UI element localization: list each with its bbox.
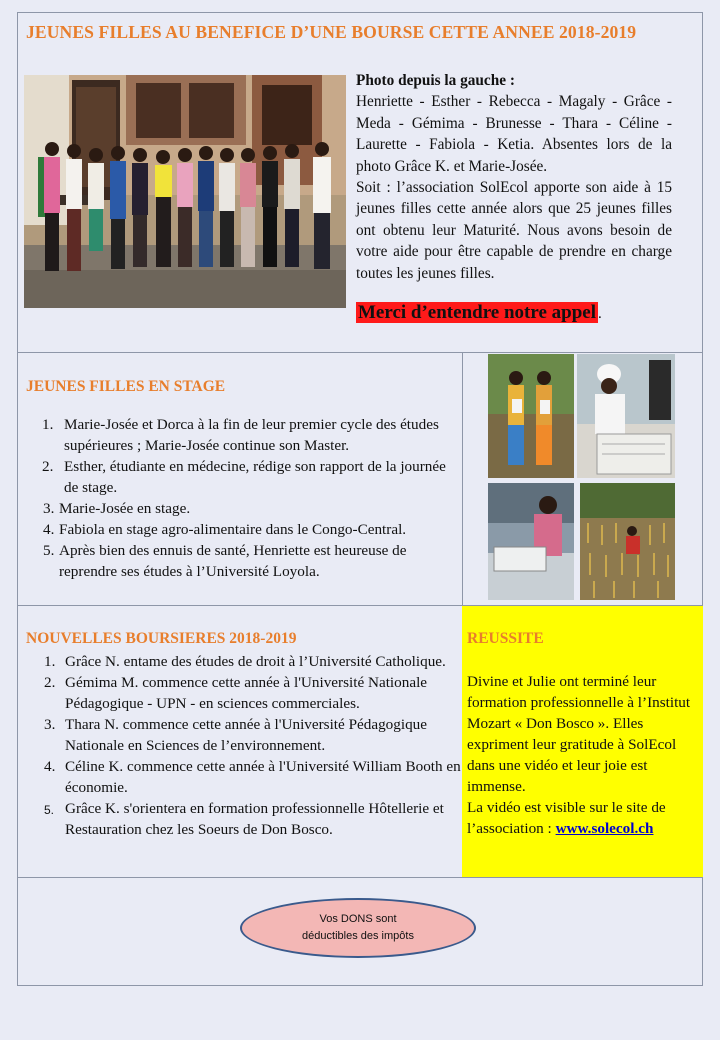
stage-photo-desk [488, 483, 574, 600]
reussite-body: Divine et Julie ont terminé leur formation professionnelle à l’Institut Mozart « Don Bosco ». Elles expriment leur gratitude à SolEcol dans une vidéo et leur joie est immense. [467, 673, 691, 795]
divider-3 [17, 877, 703, 878]
stage-photo-graduates [488, 354, 574, 478]
list-item: 5. Après bien des ennuis de santé, Henriette est heureuse de reprendre ses études à l’Université Loyola. [43, 542, 407, 580]
solecol-link[interactable]: www.solecol.ch [555, 820, 654, 837]
appeal-period: . [598, 306, 602, 322]
photo-caption-heading: Photo depuis la gauche : [356, 72, 515, 89]
group-photo [24, 75, 346, 308]
column-divider-stage [462, 352, 463, 605]
stage-photo-medical [577, 354, 675, 478]
appeal-callout [356, 302, 602, 324]
reussite-title: REUSSITE [467, 630, 544, 647]
divider-1 [17, 352, 703, 353]
dons-line-2: déductibles des impôts [302, 930, 414, 942]
list-item: 3. Marie-Josée en stage. [43, 500, 191, 517]
list-item: 2. Esther, étudiante en médecine, rédige son rapport de la journée de stage. [42, 458, 446, 496]
dons-badge [240, 898, 476, 958]
nouvelles-section-title: NOUVELLES BOURSIERES 2018-2019 [26, 630, 297, 647]
intro-text [356, 70, 672, 284]
stage-photo-field [580, 483, 675, 600]
photo-caption-names: Henriette - Esther - Rebecca - Magaly - Grâce - Meda - Gémima - Brunesse - Thara - Céline - Laurette - Fabiola - Ketia. Absentes lors de la photo Grâce K. et Marie-Josée. [356, 93, 672, 175]
list-item: 3. Thara N. commence cette année à l'Université Pédagogique Nationale en Sciences de l’environnement. [44, 716, 428, 754]
list-item: 5. Grâce K. s'orientera en formation professionnelle Hôtellerie et Restauration chez les Soeurs de Don Bosco. [44, 800, 444, 838]
list-item: 1. Grâce N. entame des études de droit à l’Université Catholique. [44, 653, 446, 670]
reussite-video-note: La vidéo est visible sur le site de l’association : [467, 799, 666, 837]
stage-list [26, 414, 446, 582]
list-item: 2. Gémima M. commence cette année à l'Université Nationale Pédagogique - UPN - en sciences commerciales. [44, 674, 428, 712]
intro-body: Soit : l’association SolEcol apporte son aide à 15 jeunes filles cette année alors que 25 jeunes filles ont obtenu leur Maturité. Nous avons besoin de votre aide pour être capable de prendre en charge toutes les jeunes filles. [356, 179, 672, 282]
nouvelles-list [42, 651, 462, 840]
page-title: JEUNES FILLES AU BENEFICE D’UNE BOURSE CETTE ANNEE 2018-2019 [26, 22, 637, 42]
reussite-text [467, 671, 699, 839]
appeal-highlight: Merci d’entendre notre appel [358, 302, 596, 323]
list-item: 1. Marie-Josée et Dorca à la fin de leur premier cycle des études supérieures ; Marie-Josée continue son Master. [42, 416, 439, 454]
stage-section-title: JEUNES FILLES EN STAGE [26, 378, 226, 395]
list-item: 4. Céline K. commence cette année à l'Université William Booth en économie. [44, 758, 461, 796]
dons-line-1: Vos DONS sont [319, 913, 397, 925]
list-item: 4. Fabiola en stage agro-alimentaire dans le Congo-Central. [43, 521, 407, 538]
